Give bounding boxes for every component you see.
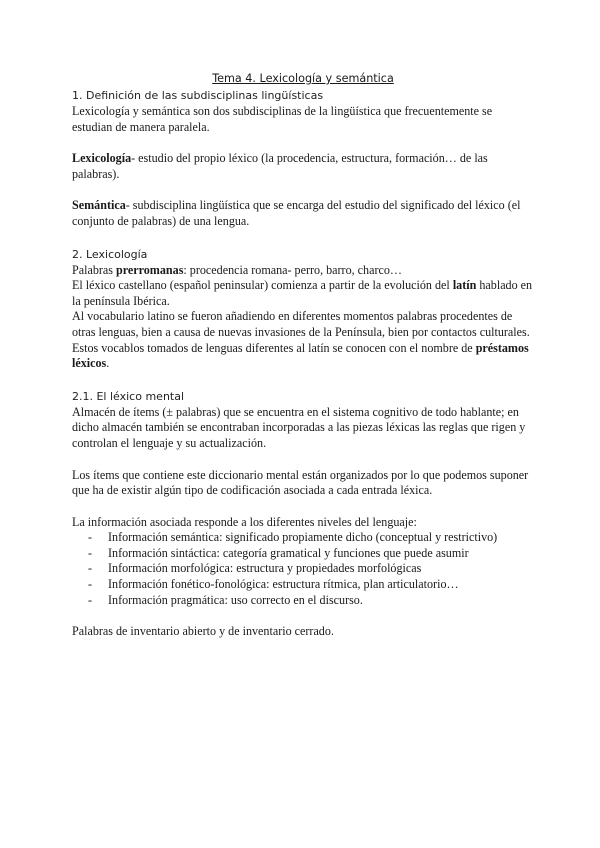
latin-paragraph xyxy=(72,278,534,309)
list-item xyxy=(88,546,534,562)
list-item-text: Información morfológica: estructura y propiedades morfológicas xyxy=(108,561,422,576)
list-bullet: - xyxy=(88,561,93,576)
prerromanas-pre: Palabras xyxy=(72,262,116,277)
list-bullet: - xyxy=(88,577,93,592)
semantica-definition-text: - subdisciplina lingüística que se encarga del estudio del significado del léxico (el conjunto de palabras) de una lengua. xyxy=(72,198,521,228)
list-item-text: Información sintáctica: categoría gramatical y funciones que puede asumir xyxy=(108,545,469,560)
page-title: Tema 4. Lexicología y semántica xyxy=(212,72,394,85)
section-1-heading: 1. Definición de las subdisciplinas lingüísticas xyxy=(72,89,324,102)
information-levels-list xyxy=(72,530,534,608)
lexico-mental-paragraph-3: La información asociada responde a los diferentes niveles del lenguaje: xyxy=(72,514,417,529)
latin-post: hablado en la península Ibérica. xyxy=(72,278,533,308)
lexico-mental-paragraph-4: Palabras de inventario abierto y de inventario cerrado. xyxy=(72,624,334,639)
latin-term: latín xyxy=(452,278,477,293)
list-bullet: - xyxy=(88,592,93,607)
list-bullet: - xyxy=(88,530,93,545)
prerromanas-paragraph xyxy=(72,263,534,279)
lexico-mental-paragraph-2: Los ítems que contiene este diccionario mental están organizados por lo que podemos suponer que ha de existir algún tipo de codificación asociada a cada entrada léxica. xyxy=(72,467,529,498)
document-page xyxy=(72,70,534,640)
prestamos-pre: Al vocabulario latino se fueron añadiendo en diferentes momentos palabras procedentes de otras lenguas, bien a causa de nuevas invasiones de la Península, bien por contactos culturales. Estos vocablos tomados de lenguas diferentes al latín se conocen con el nombre de xyxy=(72,309,530,355)
list-item xyxy=(88,530,534,546)
section-2-1-heading: 2.1. El léxico mental xyxy=(72,389,185,403)
lexicologia-definition-text: - estudio del propio léxico (la procedencia, estructura, formación… de las palabras). xyxy=(72,151,488,181)
list-item xyxy=(88,561,534,577)
list-item-text: Información semántica: significado propiamente dicho (conceptual y restrictivo) xyxy=(108,530,498,545)
list-bullet: - xyxy=(88,545,93,560)
latin-pre: El léxico castellano (español peninsular) comienza a partir de la evolución del xyxy=(72,278,453,293)
prestamos-paragraph xyxy=(72,309,534,371)
prestamos-post: . xyxy=(106,356,110,371)
list-item-text: Información pragmática: uso correcto en el discurso. xyxy=(108,592,363,607)
list-item xyxy=(88,577,534,593)
prestamos-term: préstamos léxicos xyxy=(72,340,529,371)
semantica-definition xyxy=(72,198,534,229)
lexicologia-term: Lexicología xyxy=(72,151,132,166)
list-item-text: Información fonético-fonológica: estructura rítmica, plan articulatorio… xyxy=(108,577,459,592)
semantica-term: Semántica xyxy=(72,198,126,213)
prerromanas-post: : procedencia romana- perro, barro, charco… xyxy=(183,262,403,277)
lexicologia-definition xyxy=(72,151,534,182)
section-1-intro: Lexicología y semántica son dos subdisciplinas de la lingüística que frecuentemente se estudian de manera paralela. xyxy=(72,104,493,134)
lexico-mental-paragraph-1: Almacén de ítems (± palabras) que se encuentra en el sistema cognitivo de todo hablante; en dicho almacén también se encontraban incorporadas a las piezas léxicas las reglas que rigen y controlan el lenguaje y su actualización. xyxy=(72,404,526,450)
prerromanas-term: prerromanas xyxy=(116,262,184,277)
list-item xyxy=(88,593,534,609)
section-2-heading: 2. Lexicología xyxy=(72,247,148,261)
